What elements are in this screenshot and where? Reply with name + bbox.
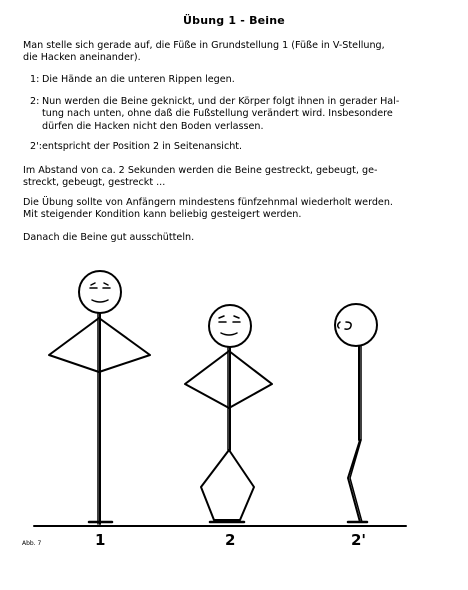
figure-2-knees-bent (185, 305, 272, 522)
intro-paragraph: Man stelle sich gerade auf, die Füße in Grundstellung 1 (Füße in V-Stellung, die Hacken aneinander). (23, 40, 385, 64)
closing-paragraph: Danach die Beine gut ausschütteln. (23, 232, 195, 243)
figure-label-2-prime: 2' (351, 531, 367, 549)
step-1-text: Die Hände an die unteren Rippen legen. (42, 74, 235, 85)
figure-caption: Abb. 7 (22, 540, 42, 547)
interval-paragraph: Im Abstand von ca. 2 Sekunden werden die Beine gestreckt, gebeugt, ge- streckt, gebeugt, gestreckt ... (23, 165, 378, 189)
figure-2-prime-side-view (335, 304, 377, 522)
figure-1-standing (49, 271, 150, 524)
figure-label-1: 1 (95, 531, 106, 549)
step-2-text: Nun werden die Beine geknickt, und der Körper folgt ihnen in gerader Hal- tung nach unten, ohne daß die Fußstellung verändert wird. Insbesondere dürfen die Hacken nicht den Boden verlassen. (42, 96, 400, 132)
step-2-number: 2: (30, 96, 40, 107)
exercise-title: Übung 1 - Beine (183, 14, 285, 27)
step-2-prime-text: 2':entspricht der Position 2 in Seitenansicht. (30, 141, 243, 152)
repetition-paragraph: Die Übung sollte von Anfängern mindestens fünfzehnmal wiederholt werden. Mit steigender Kondition kann beliebig gesteigert werden. (23, 197, 393, 221)
figure-label-2: 2 (225, 531, 236, 549)
step-1-number: 1: (30, 74, 40, 85)
